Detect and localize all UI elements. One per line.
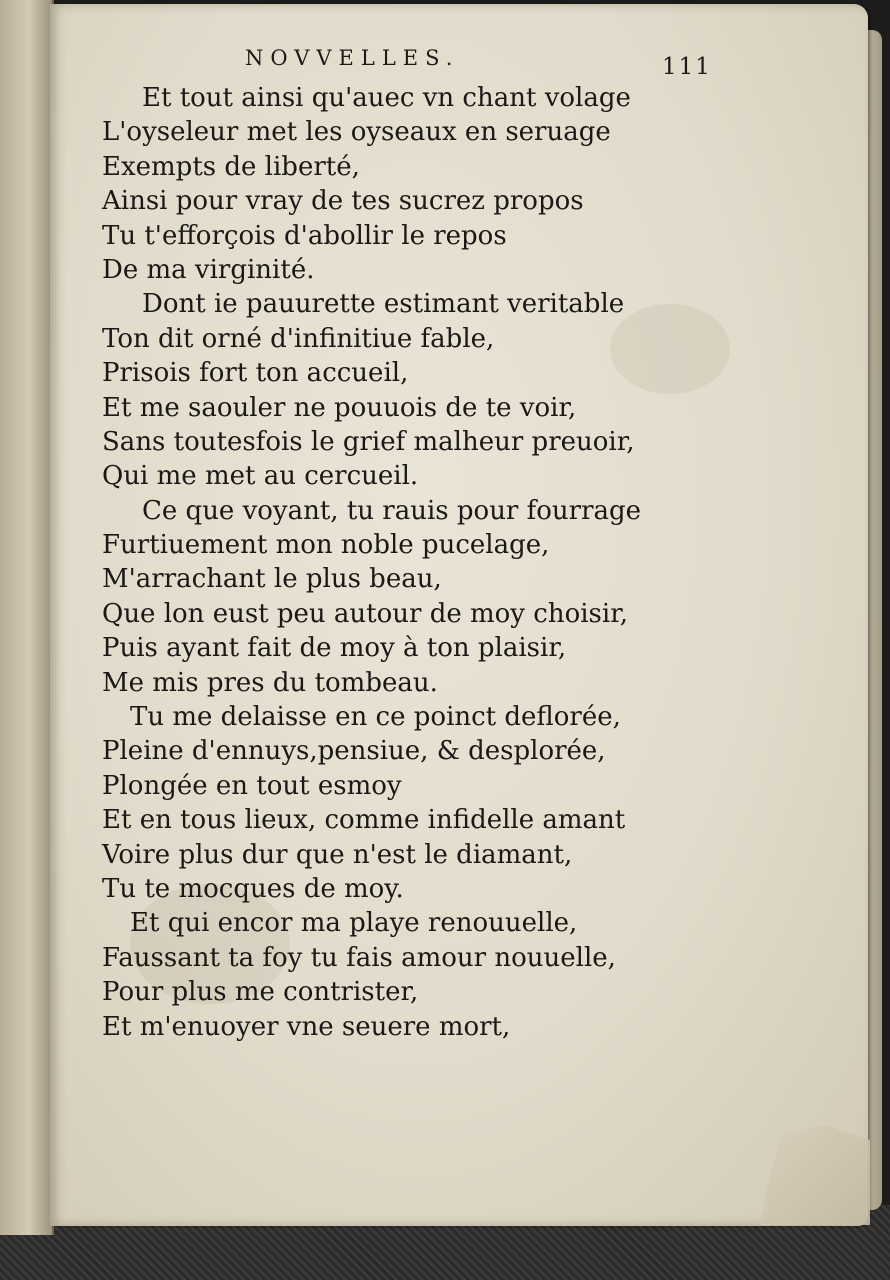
poem-line: Furtiuement mon noble pucelage, [102, 530, 550, 561]
poem-line: Et tout ainsi qu'auec vn chant volage [142, 83, 631, 113]
poem-line: Tu me delaisse en ce poinct deflorée, [130, 702, 621, 733]
poem-line: Et qui encor ma playe renouuelle, [130, 908, 578, 939]
poem-line: Pleine d'ennuys,pensiue, & desplorée, [102, 736, 606, 767]
poem-line: Prisois fort ton accueil, [102, 358, 409, 389]
poem-line: Puis ayant fait de moy à ton plaisir, [102, 633, 567, 664]
poem-line: M'arrachant le plus beau, [102, 564, 442, 595]
poem-line: De ma virginité. [102, 254, 315, 285]
poem-line: Tu t'efforçois d'abollir le repos [102, 220, 507, 251]
poem-line: Et en tous lieux, comme infidelle amant [102, 805, 626, 836]
poem-line: Dont ie pauurette estimant veritable [142, 289, 625, 320]
poem-line: L'oyseleur met les oyseaux en seruage [102, 117, 611, 148]
poem-text [102, 81, 702, 1044]
poem-line: Sans toutesfois le grief malheur preuoir, [102, 426, 635, 457]
poem-line: Voire plus dur que n'est le diamant, [102, 839, 573, 870]
poem-line: Ce que voyant, tu rauis pour fourrage [142, 495, 642, 526]
running-head: NOVVELLES. [245, 46, 460, 70]
poem-line: Faussant ta foy tu fais amour nouuelle, [102, 942, 616, 973]
page-number: 111 [662, 54, 712, 80]
facing-page-edge [0, 0, 54, 1235]
poem-line: Et me saouler ne pouuois de te voir, [102, 392, 577, 423]
poem-line: Qui me met au cercueil. [102, 461, 419, 492]
poem-line: Exempts de liberté, [102, 151, 360, 182]
poem-line: Plongée en tout esmoy [102, 770, 402, 801]
poem-line: Et m'enuoyer vne seuere mort, [102, 1011, 511, 1042]
poem-line: Tu te mocques de moy. [102, 873, 404, 904]
poem-line: Pour plus me contrister, [102, 977, 419, 1008]
poem-line: Me mis pres du tombeau. [102, 667, 438, 698]
poem-line: Ton dit orné d'infinitiue fable, [102, 323, 495, 354]
poem-line: Ainsi pour vray de tes sucrez propos [102, 186, 584, 217]
poem-line: Que lon eust peu autour de moy choisir, [102, 598, 629, 629]
